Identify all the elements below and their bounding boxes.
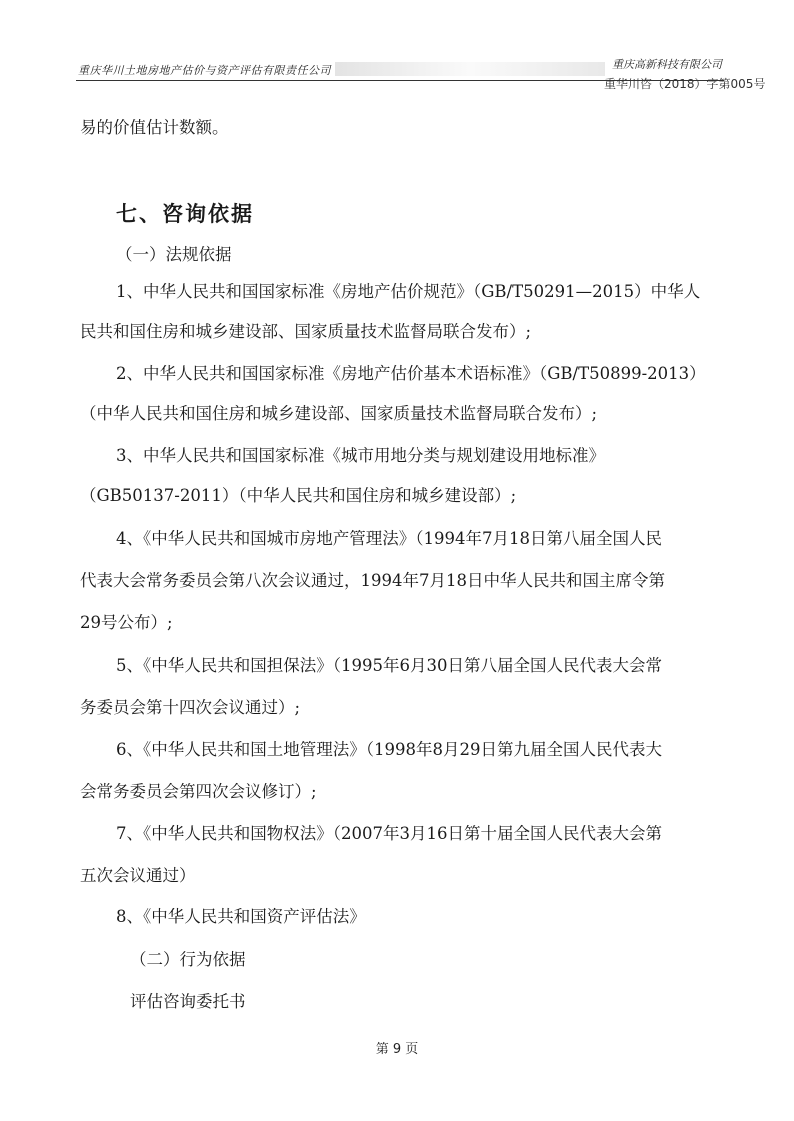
list-item-1-line2: 民共和国住房和城乡建设部、国家质量技术监督局联合发布）;	[80, 322, 532, 341]
list-item-3-line1: 3、中华人民共和国国家标准《城市用地分类与规划建设用地标准》	[116, 446, 605, 465]
list-item-4-line3: 29号公布）;	[80, 613, 173, 632]
list-item-7-line1: 7、《中华人民共和国物权法》（2007年3月16日第十届全国人民代表大会第	[116, 824, 662, 843]
list-item-7-line2: 五次会议通过）	[80, 866, 196, 885]
list-item-5-line2: 务委员会第十四次会议通过）;	[80, 698, 301, 717]
continuation-text: 易的价值估计数额。	[80, 118, 229, 137]
list-item-4-line1: 4、《中华人民共和国城市房地产管理法》（1994年7月18日第八届全国人民	[116, 529, 662, 548]
list-item-6-line1: 6、《中华人民共和国土地管理法》（1998年8月29日第九届全国人民代表大	[116, 740, 662, 759]
header-right-company: 重庆高新科技有限公司	[612, 58, 722, 71]
header-doc-number: 重华川咨（2018）字第005号	[604, 77, 766, 91]
list-item-6-line2: 会常务委员会第四次会议修订）;	[80, 782, 317, 801]
list-item-1-line1: 1、中华人民共和国国家标准《房地产估价规范》（GB/T50291—2015）中华人	[116, 282, 701, 301]
subsection-title-regulations: （一）法规依据	[116, 245, 232, 264]
basis-text: 评估咨询委托书	[130, 992, 246, 1011]
header-scan-smudge	[335, 62, 605, 76]
list-item-2-line2: （中华人民共和国住房和城乡建设部、国家质量技术监督局联合发布）;	[80, 404, 598, 423]
subsection-title-conduct: （二）行为依据	[130, 950, 246, 969]
header-divider	[76, 80, 724, 81]
section-title: 七、咨询依据	[116, 202, 254, 226]
list-item-2-line1: 2、中华人民共和国国家标准《房地产估价基本术语标准》（GB/T50899-2013）	[116, 364, 706, 383]
page-number: 第 9 页	[375, 1042, 419, 1057]
list-item-4-line2: 代表大会常务委员会第八次会议通过，1994年7月18日中华人民共和国主席令第	[80, 571, 665, 590]
list-item-8-line1: 8、《中华人民共和国资产评估法》	[116, 907, 366, 926]
header-left-company: 重庆华川土地房地产估价与资产评估有限责任公司	[78, 64, 331, 77]
list-item-3-line2: （GB50137-2011）（中华人民共和国住房和城乡建设部）;	[80, 486, 517, 505]
list-item-5-line1: 5、《中华人民共和国担保法》（1995年6月30日第八届全国人民代表大会常	[116, 656, 662, 675]
